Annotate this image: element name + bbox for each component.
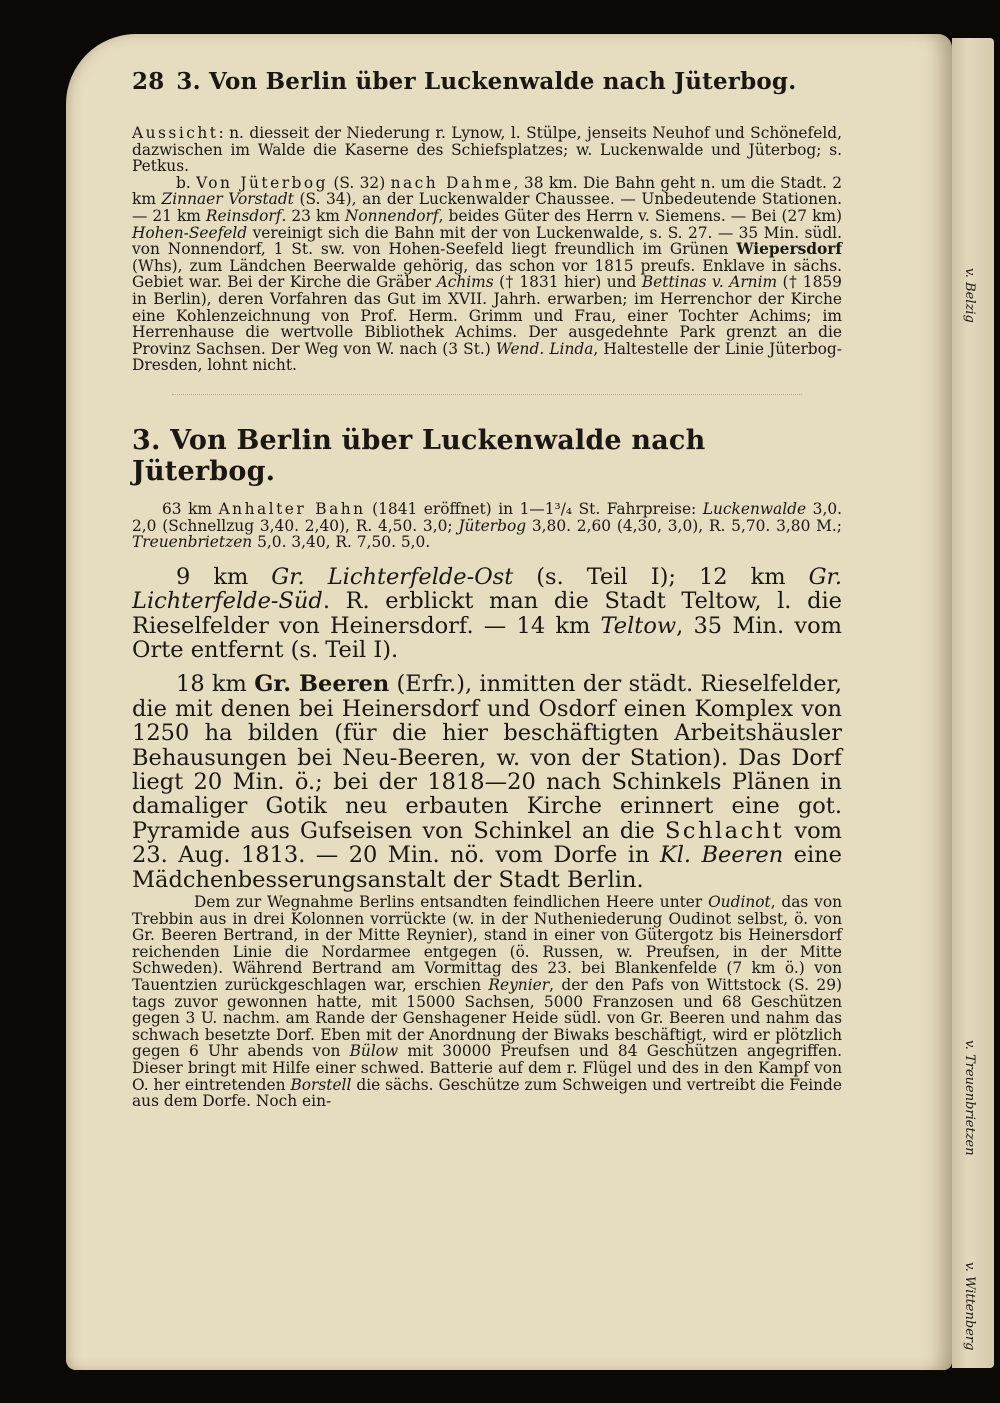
margin-label-treuenbrietzen: v. Treuenbrietzen bbox=[962, 1040, 977, 1156]
running-title: 3. Von Berlin über Luckenwalde nach Jüterbog. bbox=[176, 68, 797, 95]
page-content bbox=[132, 68, 842, 1110]
lichterfelde-paragraph: 9 km Gr. Lichterfelde-Ost (s. Teil I); 12 km Gr. Lichterfelde-Süd. R. erblickt man die Stadt Teltow, l. die Rieselfelder von Heinersdorf. — 14 km Teltow, 35 Min. vom Orte entfernt (s. Teil I). bbox=[132, 563, 842, 663]
battle-paragraph: Dem zur Wegnahme Berlins entsandten feindlichen Heere unter Oudinot, das von Trebbin aus in drei Kolonnen vorrückte (w. in der Nutheniederung Oudinot selbst, ö. von Gr. Beeren Bertrand, in der Mitte Reynier), stand in einer von Gütergotz bis Heinersdorf reichenden Linie die Nordarmee entgegen (ö. Russen, w. Preufsen, in der Mitte Schweden). Während Bertrand am Vormittag des 23. bei Blankenfelde (7 km ö.) von Tauentzien zurückgeschlagen war, erschien Reynier, der den Pafs von Wittstock (S. 29) tags zuvor gewonnen hatte, mit 15000 Sachsen, 5000 Franzosen und 68 Geschützen gegen 3 U. nachm. am Rande der Genshagener Heide südl. von Gr. Beeren und nahm das schwach besetzte Dorf. Eben mit der Anordnung der Biwaks beschäftigt, wird er plötzlich gegen 6 Uhr abends von Bülow mit 30000 Preufsen und 84 Geschützen angegriffen. Dieser bringt mit Hilfe einer schwed. Batterie auf dem r. Flügel und des in den Kampf von O. her eintretenden Borstell die sächs. Geschütze zum Schweigen und vertreibt die Feinde aus dem Dorfe. Noch ein- bbox=[132, 892, 843, 1111]
facing-page-edge bbox=[952, 38, 994, 1368]
view-paragraph: Aussicht: n. diesseit der Niederung r. Lynow, l. Stülpe, jenseits Neuhof und Schönefeld, dazwischen im Walde die Kaserne des Schiefsplatzes; w. Luckenwalde und Jüterbog; s. Petkus. bbox=[132, 124, 842, 176]
margin-label-belzig: v. Belzig bbox=[962, 268, 977, 323]
gr-beeren-paragraph: 18 km Gr. Beeren (Erfr.), inmitten der städt. Rieselfelder, die mit denen bei Heinersdorf und Osdorf einen Komplex von 1250 ha bilden (für die hier beschäftigten Arbeitshäusler Behausungen bei Neu-Beeren, w. von der Station). Das Dorf liegt 20 Min. ö.; bei der 1818—20 nach Schinkels Plänen in damaliger Gotik neu erbauten Kirche erinnert eine got. Pyramide aus Gufseisen von Schinkel an die Schlacht vom 23. Aug. 1813. — 20 Min. nö. vom Dorfe in Kl. Beeren eine Mädchenbesserungsanstalt der Stadt Berlin. bbox=[132, 671, 842, 893]
intro-block bbox=[132, 125, 842, 374]
route-summary: 63 km Anhalter Bahn (1841 eröffnet) in 1—1³/₄ St. Fahrpreise: Luckenwalde 3,0. 2,0 (Schnellzug 3,40. 2,40), R. 4,50. 3,0; Jüterbog 3,80. 2,60 (4,30, 3,0), R. 5,70. 3,80 M.; Treuenbrietzen 5,0. 3,40, R. 7,50. 5,0. bbox=[132, 499, 843, 552]
section-title: 3. Von Berlin über Luckenwalde nach Jüterbog. bbox=[132, 424, 706, 487]
dahme-route-paragraph: b. Von Jüterbog (S. 32) nach Dahme, 38 km. Die Bahn geht n. um die Stadt. 2 km Zinnaer Vorstadt (S. 34), an der Luckenwalder Chaussee. — Unbedeutende Stationen. — 21 km Reinsdorf. 23 km Nonnendorf, beides Güter des Herrn v. Siemens. — Bei (27 km) Hohen-Seefeld vereinigt sich die Bahn mit der von Luckenwalde, s. S. 27. — 35 Min. südl. von Nonnendorf, 1 St. sw. von Hohen-Seefeld liegt freundlich im Grünen Wiepersdorf (Whs), zum Ländchen Beerwalde gehörig, das schon vor 1815 preufs. Enklave in sächs. Gebiet war. Bei der Kirche die Gräber Achims († 1831 hier) und Bettinas v. Arnim († 1859 in Berlin), deren Vorfahren das Gut im XVII. Jahrh. erwarben; im Herrenchor der Kirche eine Kohlenzeichnung von Prof. Herm. Grimm und Frau, einer Tochter Achims; im Herrenhause die wertvolle Bibliothek Achims. Der ausgedehnte Park grenzt an die Provinz Sachsen. Der Weg von W. nach (3 St.) Wend. Linda, Haltestelle der Linie Jüterbog-Dresden, lohnt nicht. bbox=[132, 173, 842, 375]
running-header bbox=[132, 68, 842, 95]
page-number: 28 bbox=[132, 68, 165, 95]
section-divider bbox=[172, 394, 802, 395]
margin-label-wittenberg: v. Wittenberg bbox=[962, 1262, 977, 1351]
